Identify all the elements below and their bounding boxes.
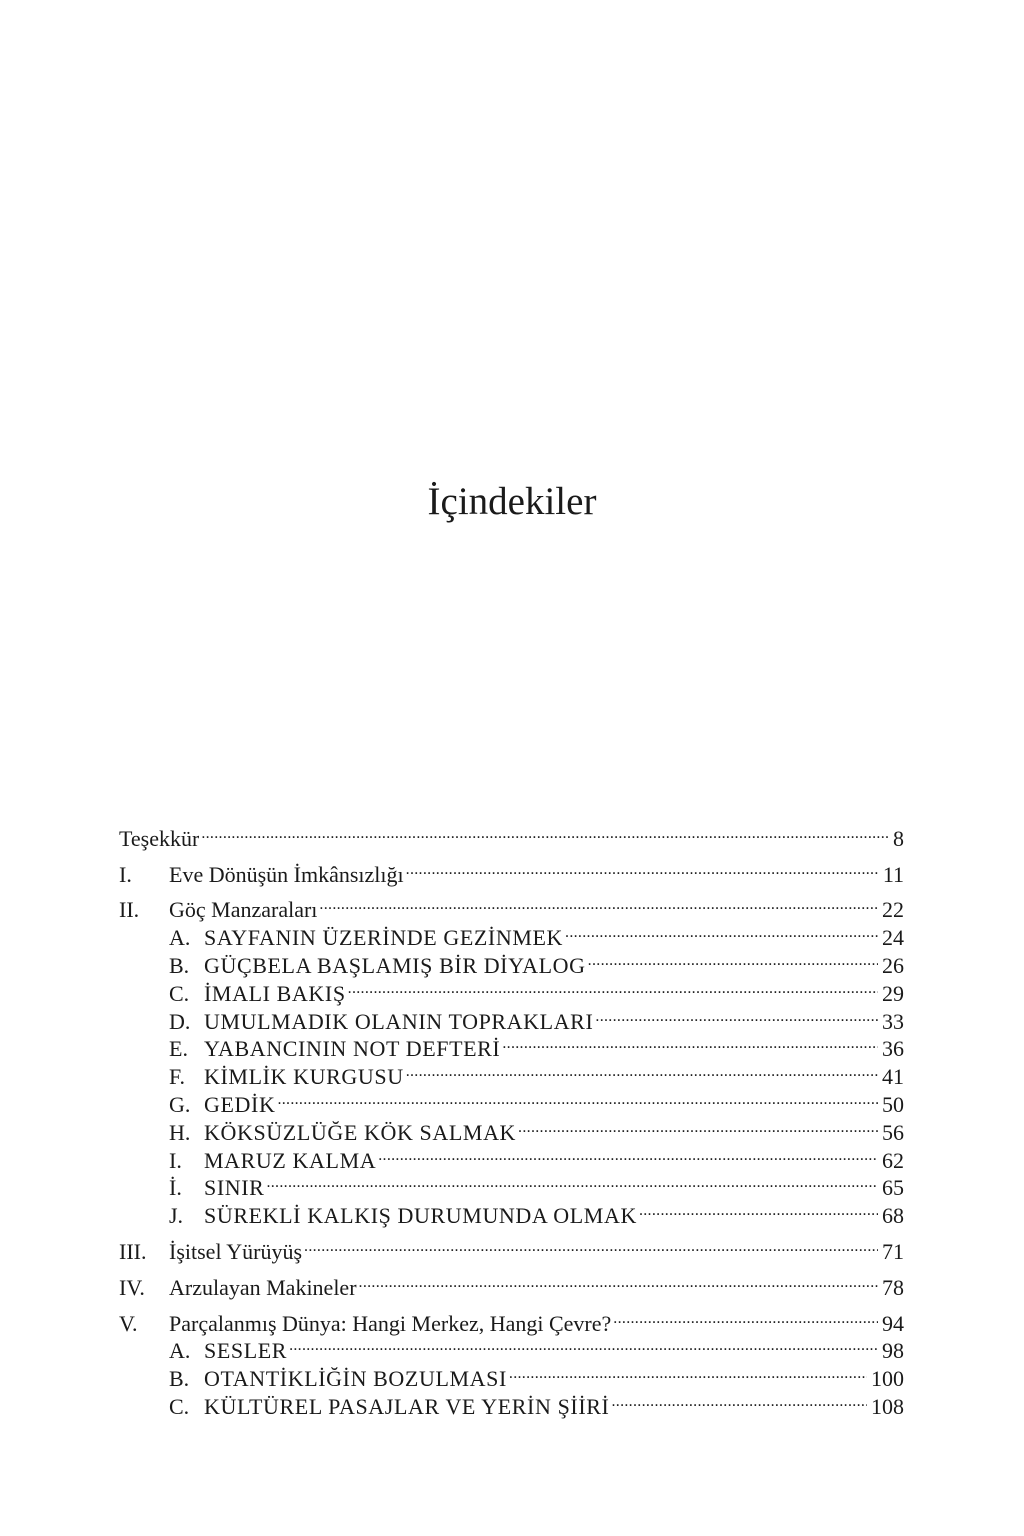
toc-entry-title: UMULMADIK OLANIN TOPRAKLARI: [204, 1008, 594, 1034]
toc-page-number: 62: [882, 1147, 904, 1173]
dot-leader: [199, 818, 889, 846]
section-letter: A.: [169, 925, 191, 951]
section-letter: A.: [169, 1338, 191, 1364]
toc-entry-title: Eve Dönüşün İmkânsızlığı: [169, 861, 404, 887]
toc-page-number: 56: [882, 1119, 904, 1145]
toc-entry-title: SÜREKLİ KALKIŞ DURUMUNDA OLMAK: [204, 1203, 637, 1229]
toc-page-number: 108: [871, 1393, 904, 1419]
toc-page-number: 100: [871, 1366, 904, 1392]
toc-entry-title: MARUZ KALMA: [204, 1147, 377, 1173]
section-letter: J.: [169, 1203, 184, 1229]
dot-leader: [404, 854, 879, 882]
toc-entry-title: Teşekkür: [119, 825, 200, 851]
section-letter: F.: [169, 1064, 185, 1090]
toc-entry-chapter-3[interactable]: [119, 1231, 904, 1264]
section-letter: B.: [169, 952, 190, 978]
toc-page-number: 50: [882, 1091, 904, 1117]
dot-leader: [609, 1386, 867, 1414]
toc-entry-chapter-4[interactable]: [119, 1267, 904, 1300]
dot-leader: [611, 1303, 878, 1331]
chapter-number: I.: [119, 861, 132, 887]
toc-page-number: 11: [882, 861, 904, 887]
dot-leader: [287, 1331, 878, 1359]
dot-leader: [586, 945, 878, 973]
toc-page-number: 94: [882, 1310, 904, 1336]
dot-leader: [357, 1267, 878, 1295]
toc-entry-title: İMALI BAKIŞ: [204, 980, 346, 1006]
toc-page-number: 22: [882, 897, 904, 923]
dot-leader: [264, 1168, 878, 1196]
dot-leader: [404, 1056, 878, 1084]
chapter-number: IV.: [119, 1274, 145, 1300]
toc-page-number: 71: [882, 1238, 904, 1264]
toc-page-number: 68: [882, 1203, 904, 1229]
toc-entry-title: Parçalanmış Dünya: Hangi Merkez, Hangi Çevre?: [169, 1310, 612, 1336]
toc-entry-title: KİMLİK KURGUSU: [204, 1064, 404, 1090]
dot-leader: [346, 973, 878, 1001]
toc-entry-chapter-1[interactable]: [119, 854, 904, 887]
toc-entry-title: KÖKSÜZLÜĞE KÖK SALMAK: [204, 1119, 517, 1145]
section-letter: C.: [169, 1393, 190, 1419]
section-letter: H.: [169, 1119, 191, 1145]
toc-page-number: 8: [893, 825, 904, 851]
toc-page-number: 26: [882, 952, 904, 978]
dot-leader: [563, 917, 878, 945]
section-letter: B.: [169, 1366, 190, 1392]
toc-page-number: 36: [882, 1036, 904, 1062]
chapter-number: III.: [119, 1238, 147, 1264]
toc-entry-acknowledgements[interactable]: [119, 818, 904, 851]
toc-entry-title: GEDİK: [204, 1091, 276, 1117]
toc-entry-title: SINIR: [204, 1175, 265, 1201]
section-letter: İ.: [169, 1175, 182, 1201]
page-title: İçindekiler: [427, 480, 597, 523]
toc-page-number: 33: [882, 1008, 904, 1034]
section-letter: I.: [169, 1147, 182, 1173]
table-of-contents: [119, 818, 904, 1419]
toc-entry-chapter-5[interactable]: [119, 1303, 904, 1336]
toc-page-number: 98: [882, 1338, 904, 1364]
section-letter: E.: [169, 1036, 188, 1062]
dot-leader: [637, 1195, 878, 1223]
section-letter: G.: [169, 1091, 191, 1117]
section-letter: C.: [169, 980, 190, 1006]
dot-leader: [516, 1112, 878, 1140]
toc-entry-title: İşitsel Yürüyüş: [169, 1238, 303, 1264]
toc-entry-title: KÜLTÜREL PASAJLAR VE YERİN ŞİİRİ: [204, 1393, 610, 1419]
toc-page-number: 29: [882, 980, 904, 1006]
dot-leader: [376, 1140, 878, 1168]
dot-leader: [317, 890, 878, 918]
toc-page-number: 65: [882, 1175, 904, 1201]
dot-leader: [500, 1029, 878, 1057]
section-letter: D.: [169, 1008, 191, 1034]
chapter-number: V.: [119, 1310, 138, 1336]
dot-leader: [593, 1001, 878, 1029]
toc-page-number: 78: [882, 1274, 904, 1300]
toc-entry-title: GÜÇBELA BAŞLAMIŞ BİR DİYALOG: [204, 952, 586, 978]
chapter-number: II.: [119, 897, 140, 923]
toc-entry-title: SESLER: [204, 1338, 288, 1364]
toc-entry-title: Arzulayan Makineler: [169, 1274, 357, 1300]
toc-entry-title: SAYFANIN ÜZERİNDE GEZİNMEK: [204, 925, 564, 951]
dot-leader: [507, 1358, 867, 1386]
toc-entry-title: Göç Manzaraları: [169, 897, 318, 923]
toc-entry-title: OTANTİKLİĞİN BOZULMASI: [204, 1366, 507, 1392]
toc-entry-chapter-2[interactable]: [119, 890, 904, 923]
toc-page-number: 41: [882, 1064, 904, 1090]
dot-leader: [302, 1231, 878, 1259]
toc-page-number: 24: [882, 925, 904, 951]
dot-leader: [275, 1084, 878, 1112]
toc-entry-title: YABANCININ NOT DEFTERİ: [204, 1036, 501, 1062]
